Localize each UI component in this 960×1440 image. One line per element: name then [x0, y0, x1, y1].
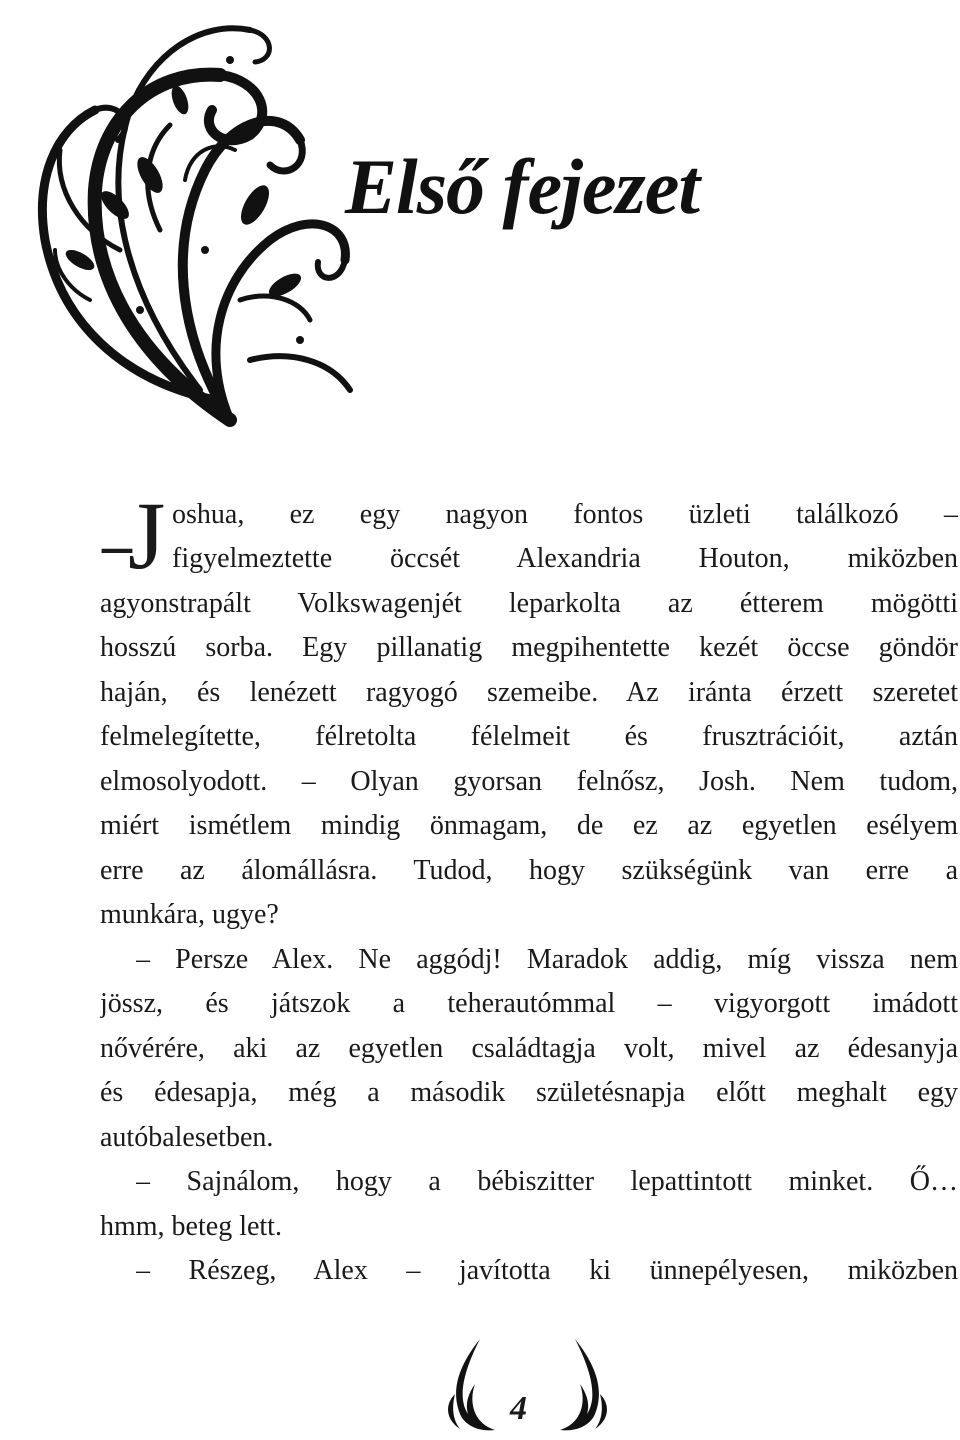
- text-line: – Persze Alex. Ne aggódj! Maradok addig, míg vissza nem: [136, 944, 958, 975]
- text-line: – Sajnálom, hogy a bébiszitter lepattintott minket. Ő…: [136, 1166, 958, 1197]
- text-line: oshua, ez egy nagyon fontos üzleti találkozó –: [172, 499, 958, 530]
- text-line: erre az álomállásra. Tudod, hogy szükségünk van erre a: [100, 855, 958, 886]
- text-line: jössz, és játszok a teherautómmal – vigyorgott imádott: [100, 988, 958, 1019]
- text-line: hosszú sorba. Egy pillanatig megpihentette kezét öccse göndör: [100, 632, 958, 663]
- text-line: nővérére, aki az egyetlen családtagja volt, mivel az édesanyja: [100, 1033, 958, 1064]
- text-line: – Részeg, Alex – javította ki ünnepélyesen, miközben: [136, 1255, 958, 1286]
- text-line: figyelmeztette öccsét Alexandria Houton, miközben: [172, 543, 958, 574]
- text-line: munkára, ugye?: [100, 899, 279, 930]
- drop-cap-dash: –: [102, 512, 132, 578]
- text-line: haján, és lenézett ragyogó szemeibe. Az iránta érzett szeretet: [100, 677, 958, 708]
- text-line: agyonstrapált Volkswagenjét leparkolta az étterem mögötti: [100, 588, 958, 619]
- page-number: 4: [510, 1390, 527, 1427]
- text-line: és édesapja, még a második születésnapja előtt meghalt egy: [100, 1077, 958, 1108]
- text-line: hmm, beteg lett.: [100, 1211, 282, 1242]
- flame-ornament-right-icon: [555, 1334, 615, 1434]
- text-line: autóbalesetben.: [100, 1122, 274, 1153]
- text-line: felmelegítette, félretolta félelmeit és frusztrációit, aztán: [100, 721, 958, 752]
- floral-ornament-icon: [0, 0, 400, 430]
- text-line: miért ismétlem mindig önmagam, de ez az egyetlen esélyem: [100, 810, 958, 841]
- drop-cap-letter: J: [128, 482, 166, 589]
- chapter-title: Első fejezet: [345, 143, 700, 230]
- text-line: elmosolyodott. – Olyan gyorsan felnősz, Josh. Nem tudom,: [100, 766, 958, 797]
- flame-ornament-left-icon: [440, 1334, 500, 1434]
